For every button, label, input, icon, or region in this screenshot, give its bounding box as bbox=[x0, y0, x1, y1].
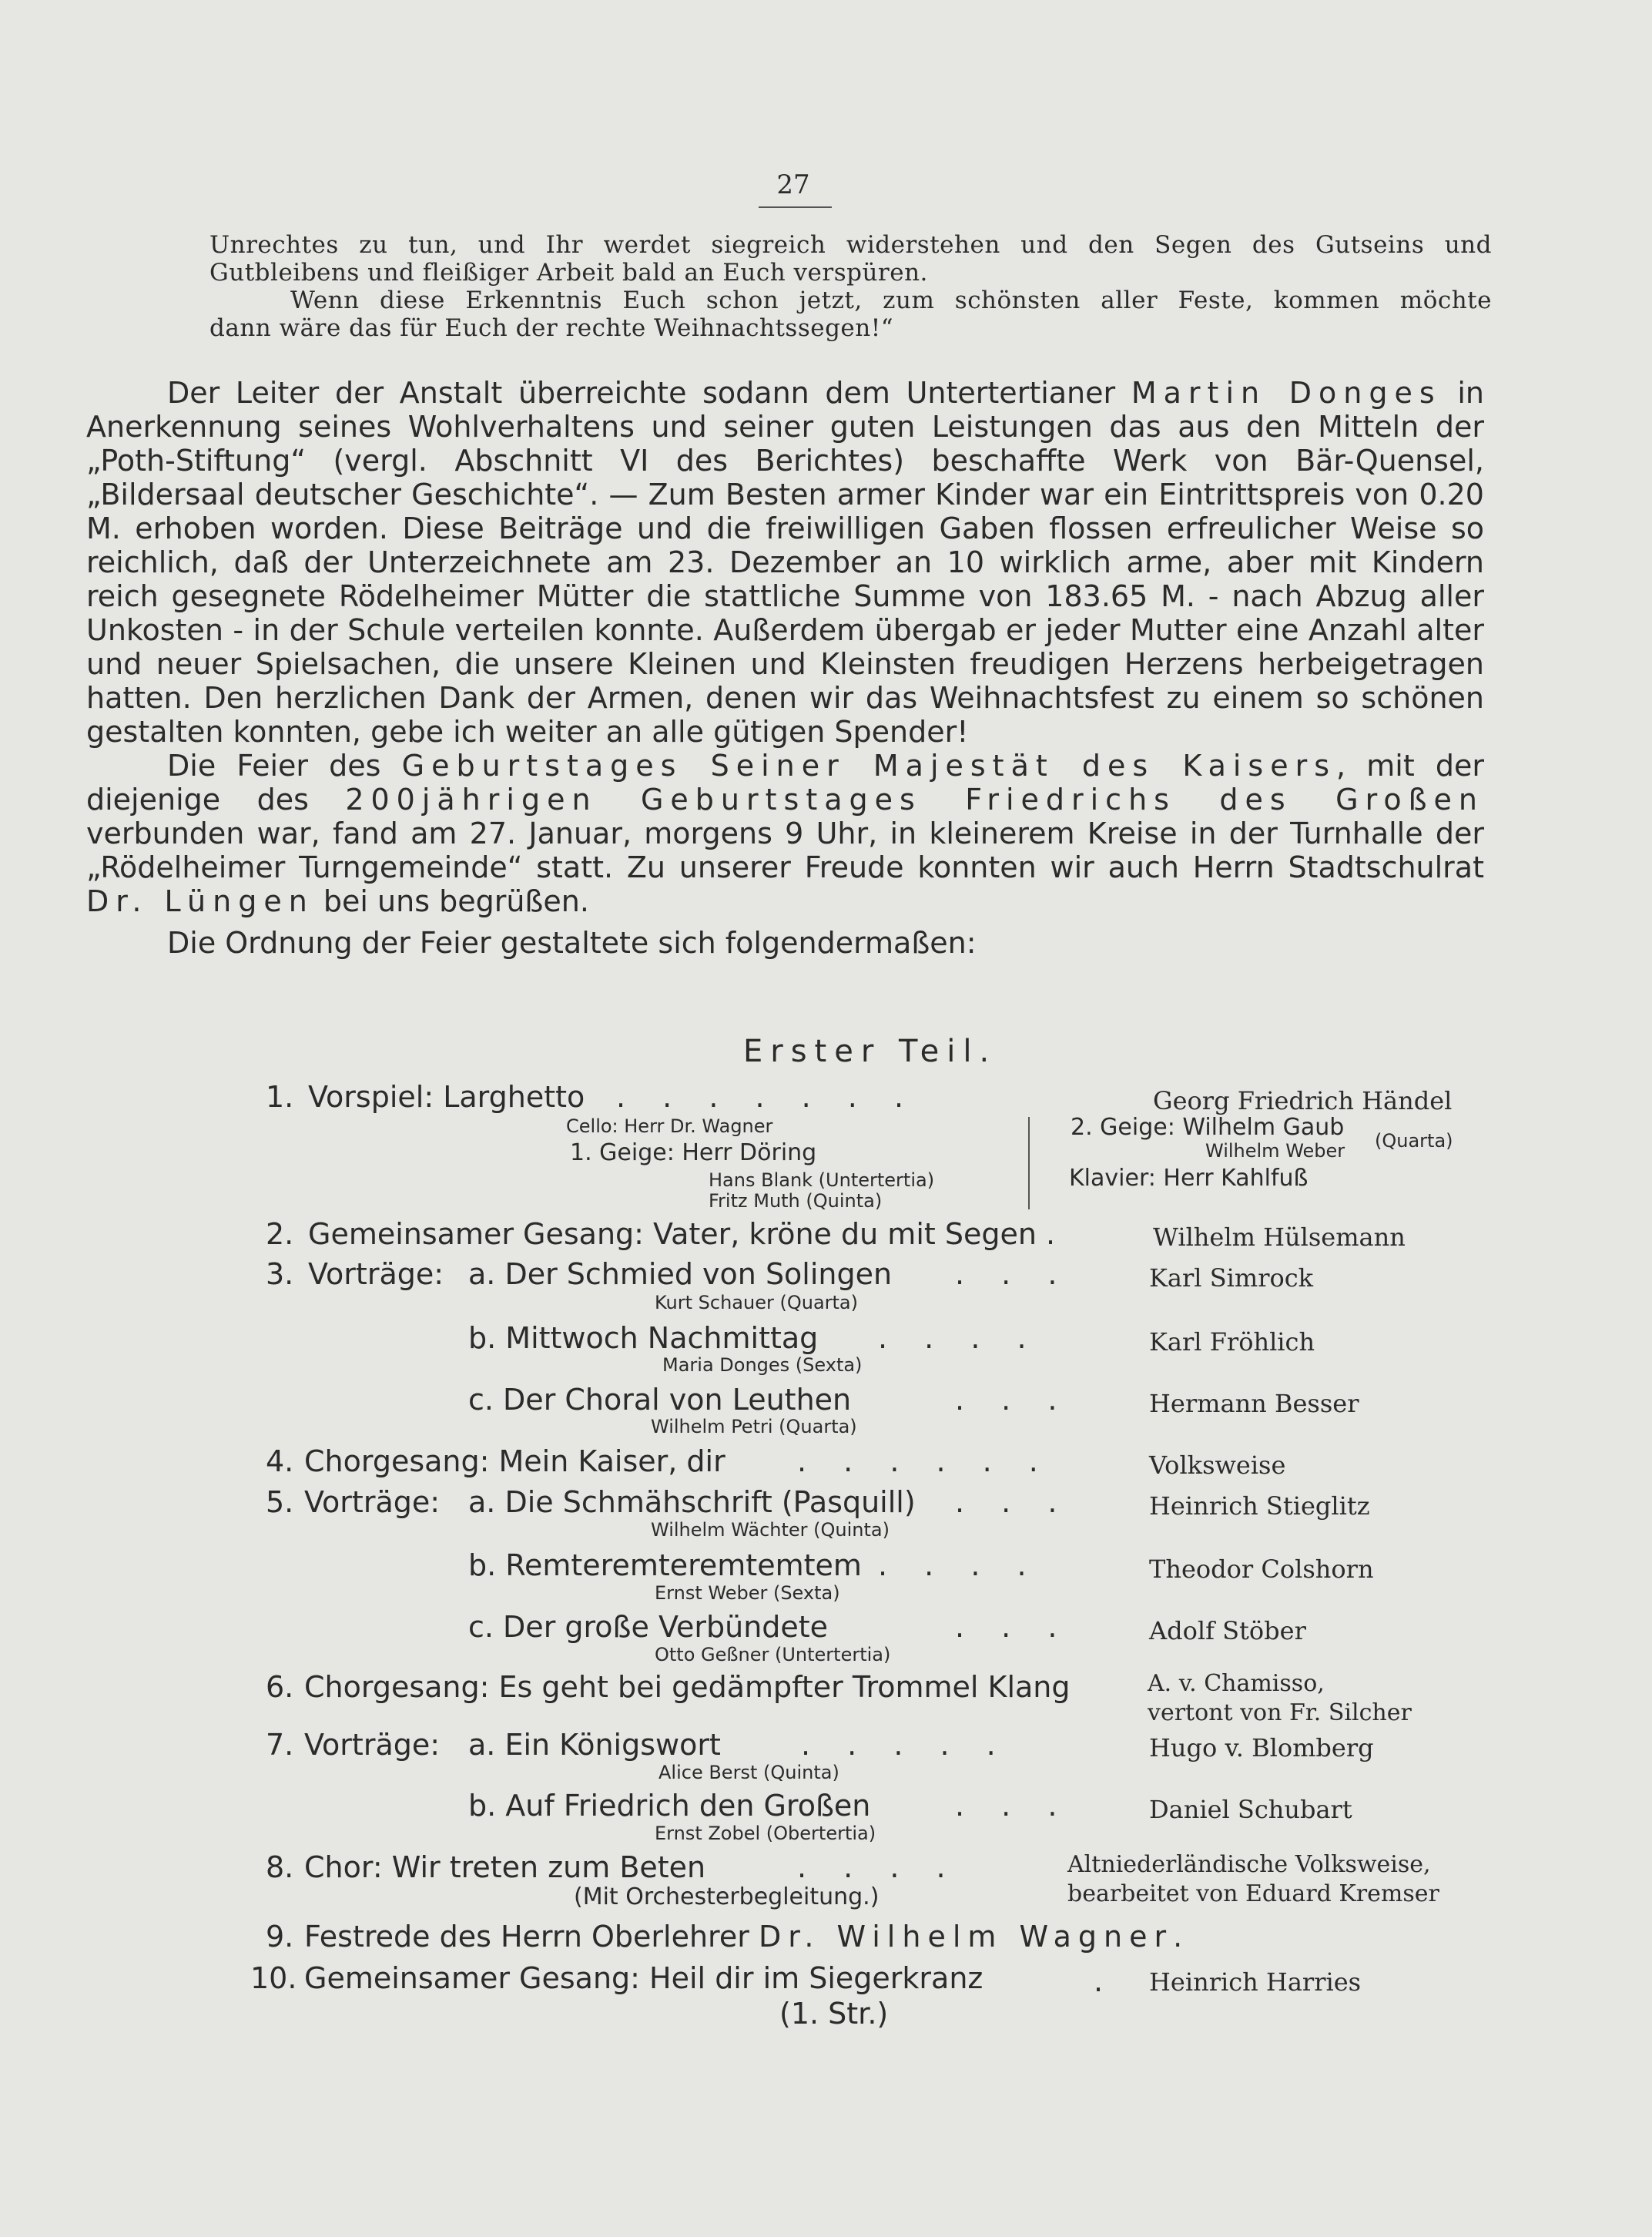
program-note: (Mit Orchesterbegleitung.) bbox=[574, 1883, 880, 1910]
composer: Theodor Colshorn bbox=[1149, 1554, 1374, 1584]
program-title: b. Mittwoch Nachmittag bbox=[468, 1321, 819, 1355]
composer: Heinrich Harries bbox=[1149, 1967, 1362, 1997]
section-heading: Erster Teil. bbox=[743, 1034, 997, 1069]
leader-dots: . . . . . . bbox=[797, 1444, 1052, 1478]
composer: Adolf Stöber bbox=[1149, 1616, 1306, 1645]
performer: Ernst Zobel (Obertertia) bbox=[655, 1823, 876, 1844]
performer: Klavier: Herr Kahlfuß bbox=[1069, 1165, 1309, 1192]
program-title: a. Die Schmähschrift (Pasquill) bbox=[468, 1485, 916, 1519]
page-number-rule bbox=[759, 206, 832, 208]
letter-quote bbox=[209, 231, 1492, 342]
letter-line: Wenn diese Erkenntnis Euch schon jetzt, zum schönsten aller Feste, kommen möchte bbox=[290, 287, 1492, 314]
composer: Karl Fröhlich bbox=[1149, 1327, 1315, 1357]
spaced-text: Geburtstages Seiner Majestät des Kaisers bbox=[401, 749, 1337, 783]
performer: Wilhelm Weber bbox=[1205, 1140, 1345, 1162]
performer: Wilhelm Wächter (Quinta) bbox=[651, 1519, 890, 1541]
leader-dots: . . . bbox=[955, 1257, 1071, 1291]
leader-dots: . bbox=[1094, 1964, 1118, 1998]
performer: Ernst Weber (Sexta) bbox=[655, 1582, 840, 1604]
leader-dots: . . . bbox=[955, 1789, 1071, 1823]
program-title: c. Der große Verbündete bbox=[468, 1610, 829, 1644]
program-title: Chorgesang: Mein Kaiser, dir bbox=[304, 1444, 725, 1478]
leader-dots: . . . . . bbox=[801, 1728, 1010, 1762]
program-note: (1. Str.) bbox=[779, 1997, 889, 2031]
program-number: 4. bbox=[266, 1444, 294, 1478]
performer: Alice Berst (Quinta) bbox=[658, 1762, 839, 1783]
paragraph-award: Der Leiter der Anstalt überreichte sodann dem Untertertianer Martin Donges in Anerkennung seines Wohlverhaltens und seiner guten Leistungen das aus den Mitteln der „Poth-Stiftung“ (vergl. Abschnitt VI des Berichtes) beschaffte Werk von Bär-Quensel, „Bildersaal deutscher Geschichte“. — Zum Besten armer Kinder war ein Eintrittspreis von 0.20 M. erhoben worden. Diese Beiträge und die freiwilligen Gaben flossen erfreulicher Weise so reichlich, daß der Unterzeichnete am 23. Dezember an 10 wirklich arme, aber mit Kindern reich gesegnete Rödelheimer Mütter die stattliche Summe von 183.65 M. - nach Abzug aller Unkosten - in der Schule verteilen konnte. Außerdem übergab er jeder Mutter eine Anzahl alter und neuer Spielsachen, die unsere Kleinen und Kleinsten freudigen Herzens herbeigetragen hatten. Den herzlichen Dank der Armen, denen wir das Weihnachtsfest zu einem so schönen gestalten konnten, gebe ich weiter an alle gütigen Spender! bbox=[86, 376, 1484, 749]
leader-dots: . . . bbox=[955, 1610, 1071, 1644]
program-number: 6. bbox=[266, 1670, 294, 1704]
performer: 2. Geige: Wilhelm Gaub bbox=[1071, 1114, 1345, 1141]
spaced-name: Dr. Lüngen bbox=[86, 884, 314, 918]
composer: Heinrich Stieglitz bbox=[1149, 1491, 1370, 1521]
performer: 1. Geige: Herr Döring bbox=[570, 1139, 817, 1166]
program-title: b. Remteremteremtemtem bbox=[468, 1548, 862, 1582]
performer-class: (Quarta) bbox=[1375, 1130, 1453, 1152]
program-number: 9. bbox=[266, 1920, 294, 1954]
program-title: Gemeinsamer Gesang: Vater, kröne du mit Segen . bbox=[308, 1217, 1056, 1251]
program-title: b. Auf Friedrich den Großen bbox=[468, 1789, 871, 1823]
composer: Volksweise bbox=[1149, 1451, 1286, 1480]
column-divider bbox=[1028, 1117, 1030, 1209]
program-label: Vorträge: bbox=[304, 1728, 441, 1762]
leader-dots: . . . bbox=[955, 1485, 1071, 1519]
composer: Hugo v. Blomberg bbox=[1149, 1733, 1374, 1762]
composer: A. v. Chamisso, bbox=[1148, 1670, 1325, 1697]
composer: Daniel Schubart bbox=[1149, 1795, 1352, 1824]
performer: Kurt Schauer (Quarta) bbox=[655, 1292, 858, 1313]
letter-line: dann wäre das für Euch der rechte Weihnachtssegen!“ bbox=[209, 314, 894, 342]
leader-dots: . . . . . . . bbox=[616, 1080, 918, 1114]
program-title: a. Ein Königswort bbox=[468, 1728, 721, 1762]
program-title: Vorspiel: Larghetto bbox=[308, 1080, 585, 1114]
composer: Karl Simrock bbox=[1149, 1263, 1314, 1293]
program-number: 1. bbox=[266, 1080, 294, 1114]
letter-line: Unrechtes zu tun, und Ihr werdet siegreich widerstehen und den Segen des Gutseins und bbox=[209, 231, 1492, 259]
performer: Otto Geßner (Untertertia) bbox=[655, 1644, 891, 1665]
program-title: a. Der Schmied von Solingen bbox=[468, 1257, 893, 1291]
program-title: Chorgesang: Es geht bei gedämpfter Trommel Klang bbox=[304, 1670, 1071, 1704]
program-title: Festrede des Herrn Oberlehrer Dr. Wilhelm Wagner. bbox=[304, 1920, 1183, 1954]
paragraph-order: Die Ordnung der Feier gestaltete sich folgendermaßen: bbox=[167, 926, 977, 960]
composer: vertont von Fr. Silcher bbox=[1148, 1699, 1412, 1726]
composer: Georg Friedrich Händel bbox=[1153, 1086, 1453, 1115]
program-title: c. Der Choral von Leuthen bbox=[468, 1383, 852, 1417]
leader-dots: . . . . bbox=[878, 1321, 1040, 1355]
program-number: 5. bbox=[266, 1485, 294, 1519]
paragraph-celebration: Die Feier des Geburtstages Seiner Majestät des Kaisers, mit der diejenige des 200jährigen Geburtstages Friedrichs des Großen verbunden war, fand am 27. Januar, morgens 9 Uhr, in kleinerem Kreise in der Turnhalle der „Rödelheimer Turngemeinde“ statt. Zu unserer Freude konnten wir auch Herrn Stadtschulrat Dr. Lüngen bei uns begrüßen. bbox=[86, 749, 1484, 918]
program-number: 10. bbox=[250, 1961, 297, 1995]
program-number: 7. bbox=[266, 1728, 294, 1762]
leader-dots: . . . bbox=[955, 1383, 1071, 1417]
spaced-name: Martin Donges bbox=[1131, 376, 1442, 410]
program-label: Vorträge: bbox=[308, 1257, 444, 1291]
letter-line: Gutbleibens und fleißiger Arbeit bald an Euch verspüren. bbox=[209, 259, 928, 287]
performer: Maria Donges (Sexta) bbox=[662, 1354, 863, 1376]
composer: Wilhelm Hülsemann bbox=[1153, 1222, 1406, 1252]
composer: Altniederländische Volksweise, bbox=[1067, 1851, 1431, 1878]
performer: Hans Blank (Untertertia) bbox=[709, 1169, 935, 1191]
composer: Hermann Besser bbox=[1149, 1389, 1359, 1418]
spaced-name: Dr. Wilhelm Wagner bbox=[758, 1920, 1174, 1954]
program-number: 2. bbox=[266, 1217, 294, 1251]
leader-dots: . . . . bbox=[797, 1850, 960, 1884]
program-number: 8. bbox=[266, 1850, 294, 1884]
composer: bearbeitet von Eduard Kremser bbox=[1067, 1880, 1439, 1907]
program-label: Vorträge: bbox=[304, 1485, 441, 1519]
performer: Wilhelm Petri (Quarta) bbox=[651, 1416, 857, 1437]
program-title: Chor: Wir treten zum Beten bbox=[304, 1850, 706, 1884]
performer: Cello: Herr Dr. Wagner bbox=[566, 1115, 773, 1137]
performer: Fritz Muth (Quinta) bbox=[709, 1190, 883, 1212]
program-number: 3. bbox=[266, 1257, 294, 1291]
page-number: 27 bbox=[776, 169, 810, 200]
program-title: Gemeinsamer Gesang: Heil dir im Siegerkranz bbox=[304, 1961, 983, 1995]
leader-dots: . . . . bbox=[878, 1548, 1040, 1582]
spaced-text: 200jährigen Geburtstages Friedrichs des Großen bbox=[345, 783, 1484, 817]
body-text bbox=[86, 376, 1484, 960]
